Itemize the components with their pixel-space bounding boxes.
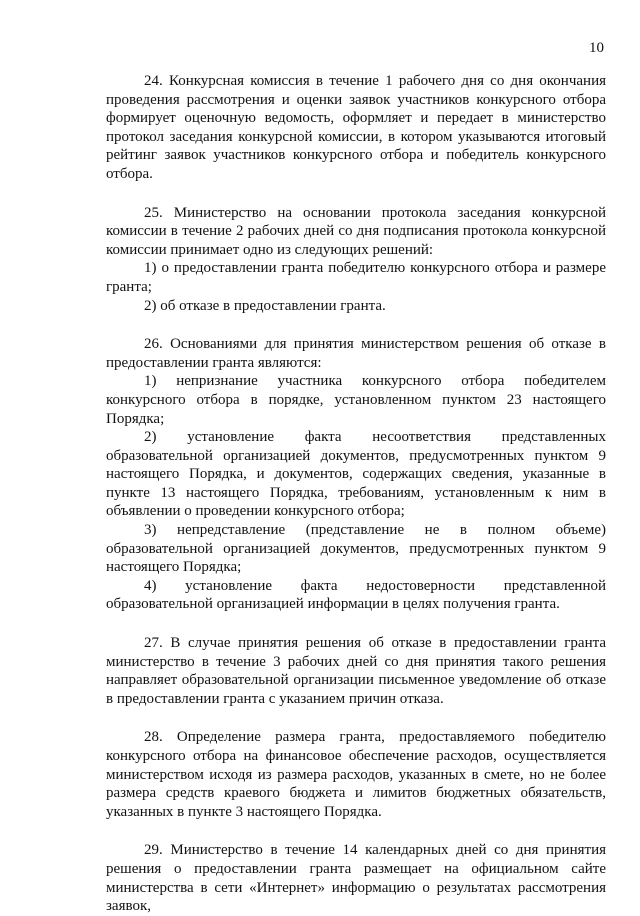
paragraph-25-item-2: 2) об отказе в предоставлении гранта. xyxy=(144,297,386,314)
page-number: 10 xyxy=(589,40,604,56)
paragraph-29: 29. Министерство в течение 14 календарных дней со дня принятия решения о предоставлении гранта размещает на официальном сайте министерства в сети «Интернет» информацию о результатах рассмотрения заявок, xyxy=(106,842,606,915)
document-body xyxy=(106,72,606,916)
paragraph-26-item-3: 3) непредставление (представление не в полном объеме) образовательной организацией документов, предусмотренных пунктом 9 настоящего Порядка; xyxy=(106,522,606,576)
paragraph-24: 24. Конкурсная комиссия в течение 1 рабочего дня со дня окончания проведения рассмотрения и оценки заявок участников конкурсного отбора формирует оценочную ведомость, оформляет и передает в министерство протокол заседания конкурсной комиссии, в котором указываются итоговый рейтинг заявок участников конкурсного отбора и победитель конкурсного отбора. xyxy=(106,73,606,182)
paragraph-28: 28. Определение размера гранта, предоставляемого победителю конкурсного отбора на финансовое обеспечение расходов, осуществляется министерством исходя из размера расходов, указанных в смете, но не более размера средств краевого бюджета и лимитов бюджетных обязательств, указанных в пункте 3 настоящего Порядка. xyxy=(106,729,606,820)
paragraph-26: 26. Основаниями для принятия министерством решения об отказе в предоставлении гранта являются: xyxy=(106,336,606,371)
paragraph-26-item-1: 1) непризнание участника конкурсного отбора победителем конкурсного отбора в порядке, установленном пунктом 23 настоящего Порядка; xyxy=(106,373,606,427)
paragraph-26-item-4: 4) установление факта недостоверности представленной образовательной организацией информации в целях получения гранта. xyxy=(106,577,606,613)
paragraph-27: 27. В случае принятия решения об отказе в предоставлении гранта министерство в течение 3 рабочих дней со дня принятия такого решения направляет образовательной организации письменное уведомление об отказе в предоставлении гранта с указанием причин отказа. xyxy=(106,635,606,707)
paragraph-25-item-1: 1) о предоставлении гранта победителю конкурсного отбора и размере гранта; xyxy=(106,260,606,295)
paragraph-26-item-2: 2) установление факта несоответствия представленных образовательной организацией документов, предусмотренных пунктом 9 настоящего Порядка, и документов, содержащих сведения, указанные в пункте 13 настоящего Порядка, требованиям, установленным к ним в объявлении о проведении конкурсного отбора; xyxy=(106,429,606,520)
paragraph-25: 25. Министерство на основании протокола заседания конкурсной комиссии в течение 2 рабочих дней со дня подписания протокола конкурсной комиссии принимает одно из следующих решений: xyxy=(106,204,606,258)
